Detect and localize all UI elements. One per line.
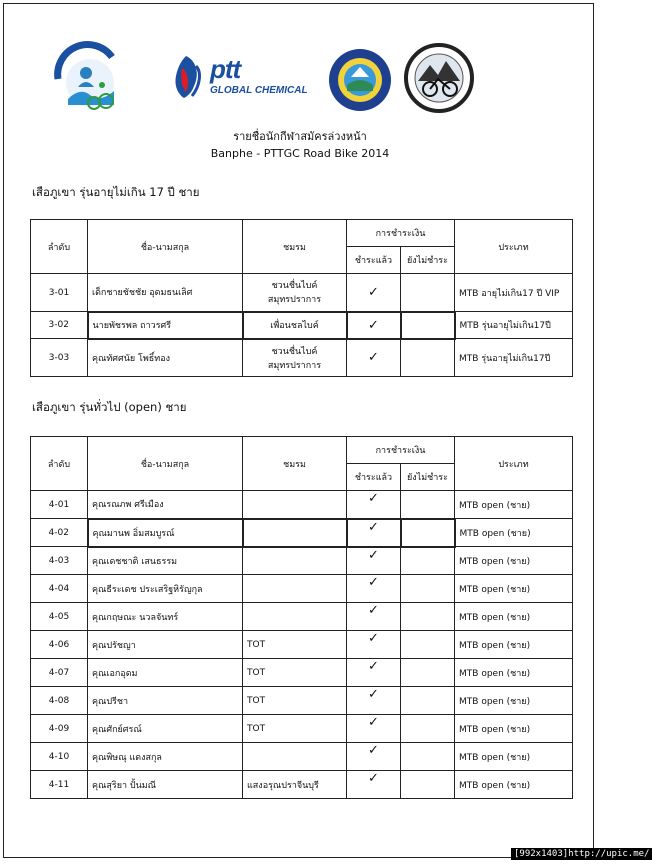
header-category: ประเภท bbox=[455, 437, 573, 491]
table-row bbox=[31, 687, 573, 715]
unpaid-cell bbox=[401, 659, 455, 687]
row-club: เพื่อนชลไบค์ bbox=[243, 312, 347, 339]
paid-check-icon: ✓ bbox=[347, 743, 401, 771]
row-no: 3-02 bbox=[31, 312, 88, 339]
row-category: MTB open (ชาย) bbox=[455, 715, 573, 743]
row-club: TOT bbox=[243, 687, 347, 715]
row-category: MTB รุ่นอายุไม่เกิน17ปี bbox=[455, 339, 573, 377]
paid-check-icon: ✓ bbox=[347, 491, 401, 519]
row-no: 4-09 bbox=[31, 715, 88, 743]
row-no: 3-01 bbox=[31, 274, 88, 312]
row-no: 4-11 bbox=[31, 771, 88, 799]
header-unpaid: ยังไม่ชำระ bbox=[401, 464, 455, 491]
paid-check-icon: ✓ bbox=[347, 631, 401, 659]
table-row bbox=[31, 603, 573, 631]
header-name: ชื่อ-นามสกุล bbox=[88, 437, 243, 491]
row-no: 4-04 bbox=[31, 575, 88, 603]
paid-check-icon: ✓ bbox=[347, 519, 401, 547]
unpaid-cell bbox=[401, 312, 455, 339]
unpaid-cell bbox=[401, 603, 455, 631]
row-no: 4-07 bbox=[31, 659, 88, 687]
ptt-brand-text: ptt bbox=[210, 54, 241, 84]
unpaid-cell bbox=[401, 715, 455, 743]
unpaid-cell bbox=[401, 274, 455, 312]
registration-table-open bbox=[30, 436, 573, 799]
row-no: 4-10 bbox=[31, 743, 88, 771]
row-club bbox=[243, 491, 347, 519]
row-club: แสงอรุณปราจีนบุรี bbox=[243, 771, 347, 799]
row-category: MTB open (ชาย) bbox=[455, 659, 573, 687]
row-club bbox=[243, 603, 347, 631]
row-no: 3-03 bbox=[31, 339, 88, 377]
header-name: ชื่อ-นามสกุล bbox=[88, 220, 243, 274]
ptt-sub-text: GLOBAL CHEMICAL bbox=[210, 85, 308, 96]
row-category: MTB รุ่นอายุไม่เกิน17ปี bbox=[455, 312, 573, 339]
table-row bbox=[31, 339, 573, 377]
table-row bbox=[31, 575, 573, 603]
row-category: MTB open (ชาย) bbox=[455, 519, 573, 547]
table-row bbox=[31, 771, 573, 799]
row-club bbox=[243, 575, 347, 603]
row-club: ชวนชื่นไบค์ สมุทรปราการ bbox=[243, 339, 347, 377]
row-club: TOT bbox=[243, 659, 347, 687]
header-unpaid: ยังไม่ชำระ bbox=[401, 247, 455, 274]
row-club bbox=[243, 519, 347, 547]
paid-check-icon: ✓ bbox=[347, 771, 401, 799]
row-name: เด็กชายชัชชัย อุดมธนเลิศ bbox=[88, 274, 243, 312]
image-host-stamp: [992x1403]http://upic.me/ bbox=[511, 848, 652, 860]
paid-check-icon: ✓ bbox=[347, 547, 401, 575]
paid-check-icon: ✓ bbox=[347, 339, 401, 377]
club-logo bbox=[404, 43, 474, 113]
row-name: คุณพิษณุ แดงสกุล bbox=[88, 743, 243, 771]
row-name: คุณปรีชา bbox=[88, 687, 243, 715]
row-no: 4-08 bbox=[31, 687, 88, 715]
unpaid-cell bbox=[401, 547, 455, 575]
row-category: MTB open (ชาย) bbox=[455, 547, 573, 575]
header-paid: ชำระแล้ว bbox=[347, 464, 401, 491]
row-name: คุณมานพ อิ่มสมบูรณ์ bbox=[88, 519, 243, 547]
paid-check-icon: ✓ bbox=[347, 603, 401, 631]
row-club bbox=[243, 547, 347, 575]
row-category: MTB open (ชาย) bbox=[455, 771, 573, 799]
row-no: 4-06 bbox=[31, 631, 88, 659]
row-name: คุณศักย์ศรณ์ bbox=[88, 715, 243, 743]
table-row bbox=[31, 312, 573, 339]
header-club: ชมรม bbox=[243, 220, 347, 274]
provincial-logo bbox=[50, 43, 126, 115]
row-club: TOT bbox=[243, 631, 347, 659]
row-category: MTB open (ชาย) bbox=[455, 491, 573, 519]
paid-check-icon: ✓ bbox=[347, 687, 401, 715]
row-name: คุณกฤษณะ นวลจันทร์ bbox=[88, 603, 243, 631]
unpaid-cell bbox=[401, 339, 455, 377]
row-category: MTB open (ชาย) bbox=[455, 743, 573, 771]
header-payment: การชำระเงิน bbox=[347, 220, 455, 247]
header-category: ประเภท bbox=[455, 220, 573, 274]
row-club: TOT bbox=[243, 715, 347, 743]
unpaid-cell bbox=[401, 743, 455, 771]
row-no: 4-01 bbox=[31, 491, 88, 519]
paid-check-icon: ✓ bbox=[347, 659, 401, 687]
row-category: MTB open (ชาย) bbox=[455, 603, 573, 631]
table-row bbox=[31, 715, 573, 743]
ptt-gc-logo bbox=[170, 52, 310, 106]
header-no: ลำดับ bbox=[31, 220, 88, 274]
header-club: ชมรม bbox=[243, 437, 347, 491]
header-no: ลำดับ bbox=[31, 437, 88, 491]
registration-table-under17 bbox=[30, 219, 573, 377]
row-name: คุณทัศศนัย โพธิ์ทอง bbox=[88, 339, 243, 377]
table-row bbox=[31, 491, 573, 519]
header-payment: การชำระเงิน bbox=[347, 437, 455, 464]
paid-check-icon: ✓ bbox=[347, 274, 401, 312]
row-name: คุณสุริยา ปั้นมณี bbox=[88, 771, 243, 799]
table-row bbox=[31, 659, 573, 687]
section-heading-under17: เสือภูเขา รุ่นอายุไม่เกิน 17 ปี ชาย bbox=[32, 185, 200, 199]
row-name: คุณรณภพ ศรีเมือง bbox=[88, 491, 243, 519]
document-title: รายชื่อนักกีฬาสมัครล่วงหน้า bbox=[233, 130, 367, 143]
row-name: นายพัชรพล ถาวรศรี bbox=[88, 312, 243, 339]
document-subtitle: Banphe - PTTGC Road Bike 2014 bbox=[210, 147, 390, 160]
paid-check-icon: ✓ bbox=[347, 312, 401, 339]
unpaid-cell bbox=[401, 771, 455, 799]
unpaid-cell bbox=[401, 519, 455, 547]
unpaid-cell bbox=[401, 631, 455, 659]
row-category: MTB อายุไม่เกิน17 ปี VIP bbox=[455, 274, 573, 312]
table-row bbox=[31, 274, 573, 312]
table-row bbox=[31, 743, 573, 771]
row-name: คุณเดชชาติ เสนธรรม bbox=[88, 547, 243, 575]
unpaid-cell bbox=[401, 491, 455, 519]
row-no: 4-02 bbox=[31, 519, 88, 547]
row-name: คุณปรัชญา bbox=[88, 631, 243, 659]
row-no: 4-05 bbox=[31, 603, 88, 631]
section-heading-open: เสือภูเขา รุ่นทั่วไป (open) ชาย bbox=[32, 400, 187, 414]
table-row bbox=[31, 547, 573, 575]
paid-check-icon: ✓ bbox=[347, 715, 401, 743]
row-category: MTB open (ชาย) bbox=[455, 575, 573, 603]
row-no: 4-03 bbox=[31, 547, 88, 575]
row-club: ชวนชื่นไบค์ สมุทรปราการ bbox=[243, 274, 347, 312]
unpaid-cell bbox=[401, 575, 455, 603]
unpaid-cell bbox=[401, 687, 455, 715]
row-category: MTB open (ชาย) bbox=[455, 631, 573, 659]
row-name: คุณธีระเดช ประเสริฐหิรัญกุล bbox=[88, 575, 243, 603]
paid-check-icon: ✓ bbox=[347, 575, 401, 603]
row-club bbox=[243, 743, 347, 771]
header-paid: ชำระแล้ว bbox=[347, 247, 401, 274]
table-row bbox=[31, 519, 573, 547]
table-row bbox=[31, 631, 573, 659]
row-name: คุณเอกอุดม bbox=[88, 659, 243, 687]
municipal-seal-logo bbox=[327, 47, 393, 113]
row-category: MTB open (ชาย) bbox=[455, 687, 573, 715]
